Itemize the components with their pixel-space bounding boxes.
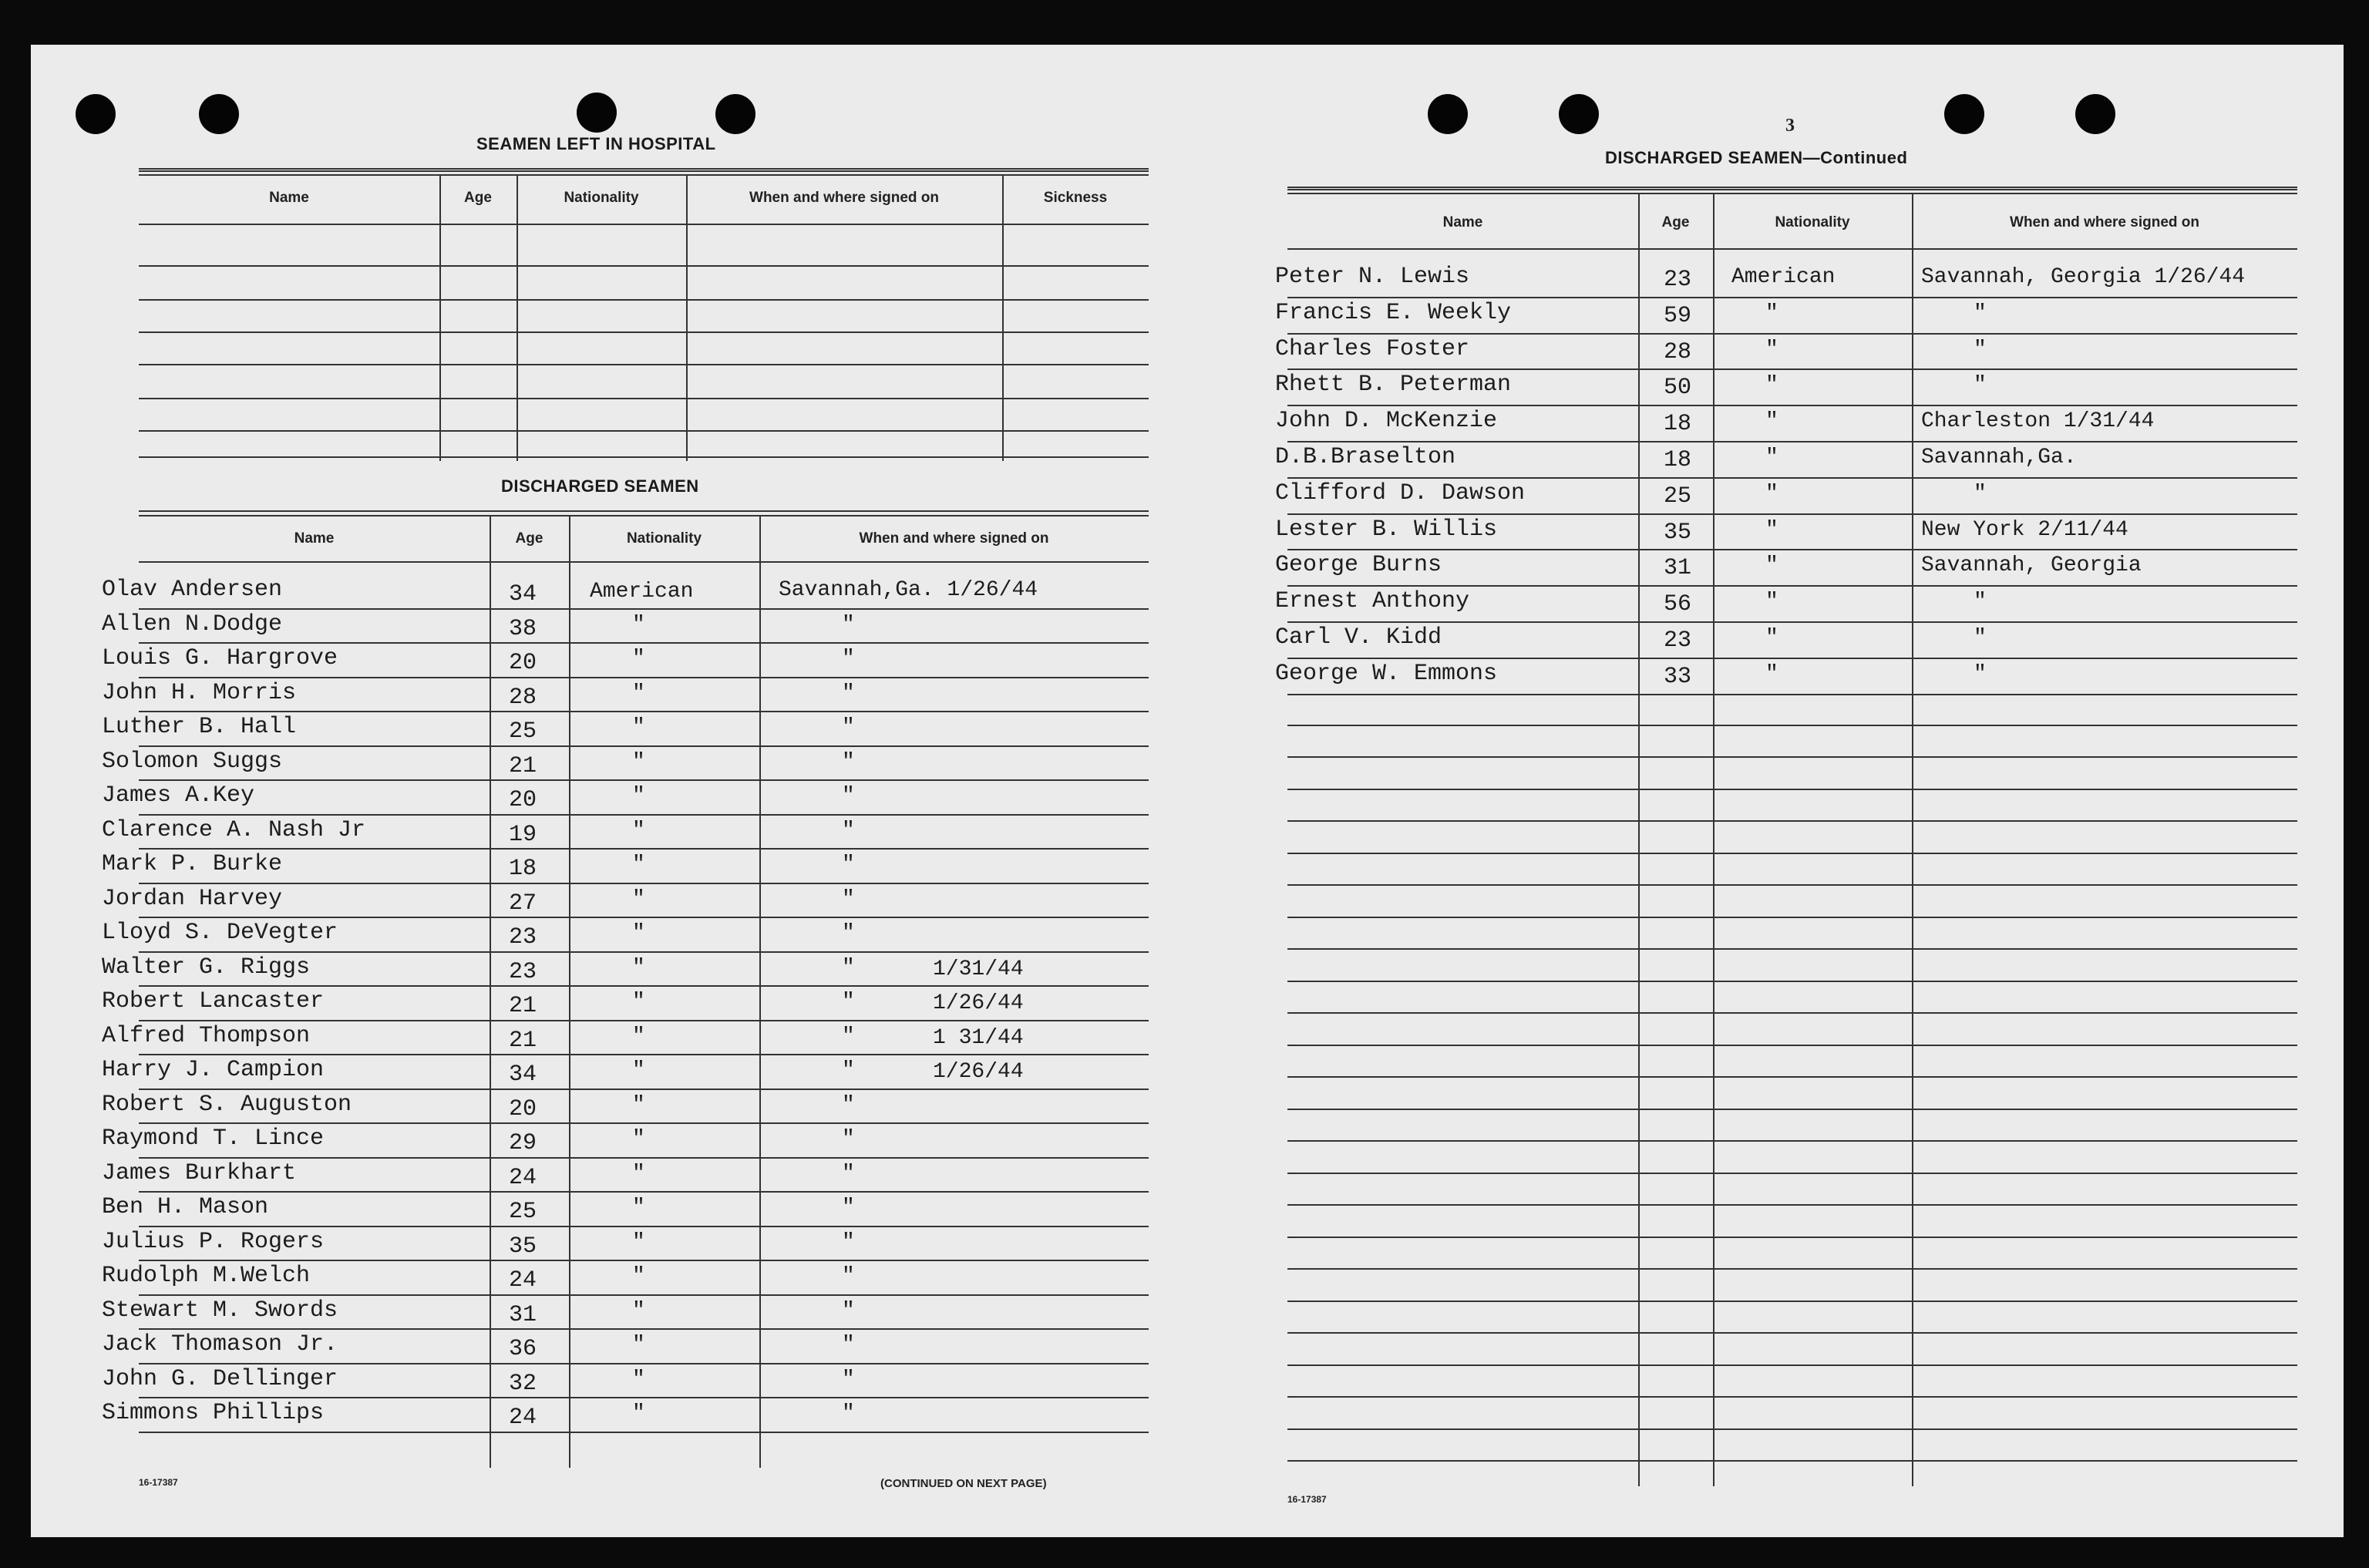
row-rule bbox=[1287, 1460, 2297, 1462]
column-divider bbox=[517, 176, 518, 461]
signed-on: Charleston 1/31/44 bbox=[1921, 409, 2155, 434]
row-rule bbox=[1287, 1045, 2297, 1046]
row-rule bbox=[1287, 820, 2297, 822]
nationality-ditto: " bbox=[1765, 337, 1778, 362]
signed-ditto: " bbox=[842, 1092, 855, 1117]
column-divider bbox=[490, 516, 491, 1468]
seaman-age: 28 bbox=[509, 684, 537, 711]
page-number: 3 bbox=[1785, 116, 1795, 136]
nationality-ditto: " bbox=[632, 990, 645, 1014]
seaman-name: Robert Lancaster bbox=[102, 988, 325, 1014]
seaman-name: James A.Key bbox=[102, 782, 255, 809]
nationality-ditto: " bbox=[1765, 373, 1778, 398]
signed-ditto: " bbox=[1974, 481, 1987, 506]
row-rule bbox=[139, 814, 1149, 816]
row-rule bbox=[1287, 789, 2297, 790]
signed-ditto: " bbox=[842, 1298, 855, 1323]
row-rule bbox=[139, 779, 1149, 781]
signed-ditto: " bbox=[842, 955, 855, 980]
row-rule bbox=[139, 1226, 1149, 1227]
seaman-name: Rudolph M.Welch bbox=[102, 1263, 311, 1289]
row-rule bbox=[1287, 1012, 2297, 1014]
signed-ditto: " bbox=[842, 1401, 855, 1425]
seaman-name: Walter G. Riggs bbox=[102, 954, 311, 981]
column-divider bbox=[1638, 194, 1640, 1486]
seaman-name: Jack Thomason Jr. bbox=[102, 1331, 338, 1358]
nationality-ditto: " bbox=[632, 1401, 645, 1425]
signed-ditto: " bbox=[842, 921, 855, 945]
seaman-age: 35 bbox=[1664, 519, 1692, 546]
column-header: Age bbox=[464, 190, 492, 206]
signed-on: Savannah, Georgia 1/26/44 bbox=[1921, 265, 2246, 289]
seaman-age: 24 bbox=[509, 1267, 537, 1294]
row-rule bbox=[139, 711, 1149, 712]
seaman-age: 20 bbox=[509, 787, 537, 813]
column-divider bbox=[1002, 176, 1004, 461]
row-rule bbox=[139, 1328, 1149, 1330]
column-header: Name bbox=[1442, 214, 1483, 230]
row-rule bbox=[1287, 1140, 2297, 1142]
seaman-name: John H. Morris bbox=[102, 679, 297, 706]
seaman-age: 34 bbox=[509, 1062, 537, 1088]
row-rule bbox=[1287, 1204, 2297, 1206]
column-header: Nationality bbox=[564, 190, 639, 206]
nationality-ditto: " bbox=[632, 1058, 645, 1082]
signed-ditto: " bbox=[842, 681, 855, 705]
seaman-age: 20 bbox=[509, 650, 537, 676]
seaman-nationality: American bbox=[590, 580, 694, 604]
nationality-ditto: " bbox=[1765, 661, 1778, 686]
seaman-name: Robert S. Auguston bbox=[102, 1091, 352, 1118]
seaman-age: 31 bbox=[509, 1301, 537, 1328]
seaman-age: 23 bbox=[1664, 628, 1692, 654]
seaman-age: 32 bbox=[509, 1370, 537, 1397]
seaman-age: 25 bbox=[509, 718, 537, 745]
nationality-ditto: " bbox=[632, 1161, 645, 1186]
seaman-name: Alfred Thompson bbox=[102, 1022, 311, 1049]
right-page bbox=[1257, 45, 2305, 1537]
seaman-name: Raymond T. Lince bbox=[102, 1126, 325, 1152]
signed-ditto: " bbox=[842, 749, 855, 774]
seaman-name: Solomon Suggs bbox=[102, 748, 283, 775]
row-rule bbox=[139, 430, 1149, 432]
row-rule bbox=[139, 398, 1149, 399]
seaman-name: Clarence A. Nash Jr bbox=[102, 816, 366, 843]
column-divider bbox=[439, 176, 441, 461]
seaman-name: Louis G. Hargrove bbox=[102, 645, 338, 671]
row-rule bbox=[1287, 585, 2297, 587]
seaman-age: 59 bbox=[1664, 302, 1692, 329]
signed-ditto: " bbox=[842, 612, 855, 637]
column-header: When and where signed on bbox=[2010, 214, 2199, 230]
row-rule bbox=[1287, 297, 2297, 298]
row-rule bbox=[139, 299, 1149, 301]
signed-date: 1/26/44 bbox=[933, 1060, 1024, 1084]
seaman-name: D.B.Braselton bbox=[1275, 444, 1456, 470]
signed-ditto: " bbox=[842, 1127, 855, 1151]
signed-ditto: " bbox=[1974, 626, 1987, 650]
row-rule bbox=[1287, 549, 2297, 550]
nationality-ditto: " bbox=[632, 818, 645, 843]
nationality-ditto: " bbox=[632, 715, 645, 739]
seaman-name: Luther B. Hall bbox=[102, 714, 297, 740]
nationality-ditto: " bbox=[632, 612, 645, 637]
column-header: Nationality bbox=[626, 530, 702, 547]
nationality-ditto: " bbox=[632, 784, 645, 808]
seaman-name: Charles Foster bbox=[1275, 335, 1470, 362]
header-rule bbox=[139, 561, 1149, 563]
seaman-age: 24 bbox=[509, 1405, 537, 1431]
signed-ditto: " bbox=[842, 647, 855, 671]
row-rule bbox=[1287, 1109, 2297, 1110]
seaman-age: 24 bbox=[509, 1164, 537, 1191]
row-rule bbox=[1287, 1268, 2297, 1270]
signed-ditto: " bbox=[842, 1333, 855, 1357]
signed-ditto: " bbox=[842, 853, 855, 877]
row-rule bbox=[139, 677, 1149, 678]
signed-date: 1/31/44 bbox=[933, 957, 1024, 981]
row-rule bbox=[139, 608, 1149, 610]
seaman-name: James Burkhart bbox=[102, 1159, 297, 1186]
nationality-ditto: " bbox=[1765, 554, 1778, 578]
seaman-name: Harry J. Campion bbox=[102, 1057, 325, 1083]
column-header: Nationality bbox=[1775, 214, 1850, 230]
row-rule bbox=[1287, 1237, 2297, 1238]
row-rule bbox=[139, 642, 1149, 644]
nationality-ditto: " bbox=[632, 647, 645, 671]
row-rule bbox=[1287, 884, 2297, 886]
seaman-name: Rhett B. Peterman bbox=[1275, 372, 1512, 399]
seaman-name: George W. Emmons bbox=[1275, 660, 1498, 687]
seaman-name: Peter N. Lewis bbox=[1275, 264, 1470, 290]
signed-ditto: " bbox=[842, 990, 855, 1014]
seaman-name: Stewart M. Swords bbox=[102, 1297, 338, 1324]
seaman-age: 21 bbox=[509, 993, 537, 1019]
seaman-nationality: American bbox=[1731, 265, 1836, 289]
row-rule bbox=[139, 1157, 1149, 1159]
seaman-name: Julius P. Rogers bbox=[102, 1228, 325, 1255]
signed-ditto: " bbox=[842, 1264, 855, 1288]
nationality-ditto: " bbox=[632, 1127, 645, 1151]
signed-ditto: " bbox=[842, 887, 855, 911]
seaman-age: 34 bbox=[509, 581, 537, 607]
row-rule bbox=[1287, 513, 2297, 515]
row-rule bbox=[139, 364, 1149, 365]
signed-ditto: " bbox=[842, 1058, 855, 1082]
continued-note: (CONTINUED ON NEXT PAGE) bbox=[880, 1477, 1047, 1490]
left-page bbox=[102, 45, 1149, 1537]
seaman-name: Clifford D. Dawson bbox=[1275, 479, 1526, 506]
nationality-ditto: " bbox=[632, 1092, 645, 1117]
seaman-age: 31 bbox=[1664, 555, 1692, 582]
seaman-name: Olav Andersen bbox=[102, 577, 283, 603]
row-rule bbox=[139, 951, 1149, 953]
seaman-age: 27 bbox=[509, 890, 537, 917]
nationality-ditto: " bbox=[1765, 446, 1778, 469]
seaman-age: 20 bbox=[509, 1095, 537, 1122]
seaman-age: 56 bbox=[1664, 591, 1692, 618]
seaman-age: 36 bbox=[509, 1336, 537, 1362]
continued-section-title: DISCHARGED SEAMEN—Continued bbox=[1605, 148, 1908, 167]
seaman-name: Simmons Phillips bbox=[102, 1400, 325, 1426]
form-number: 16-17387 bbox=[139, 1477, 178, 1488]
row-rule bbox=[139, 1191, 1149, 1193]
seaman-age: 29 bbox=[509, 1130, 537, 1156]
row-rule bbox=[139, 265, 1149, 267]
seaman-name: Ernest Anthony bbox=[1275, 588, 1470, 615]
row-rule bbox=[1287, 333, 2297, 335]
seaman-age: 21 bbox=[509, 752, 537, 779]
seaman-age: 28 bbox=[1664, 338, 1692, 365]
column-divider bbox=[759, 516, 761, 1468]
row-rule bbox=[139, 1122, 1149, 1124]
nationality-ditto: " bbox=[632, 681, 645, 705]
row-rule bbox=[139, 331, 1149, 333]
signed-on: Savannah,Ga. 1/26/44 bbox=[779, 578, 1038, 602]
signed-on: Savannah,Ga. bbox=[1921, 446, 2077, 469]
nationality-ditto: " bbox=[1765, 301, 1778, 325]
header-rule bbox=[1287, 248, 2297, 250]
row-rule bbox=[139, 1020, 1149, 1021]
column-header: Name bbox=[294, 530, 335, 547]
seaman-age: 50 bbox=[1664, 375, 1692, 402]
row-rule bbox=[1287, 1396, 2297, 1398]
seaman-age: 18 bbox=[509, 856, 537, 882]
form-number: 16-17387 bbox=[1287, 1494, 1327, 1505]
seaman-age: 18 bbox=[1664, 447, 1692, 473]
signed-ditto: " bbox=[842, 1230, 855, 1254]
hospital-section-title: SEAMEN LEFT IN HOSPITAL bbox=[476, 134, 716, 153]
signed-ditto: " bbox=[842, 1367, 855, 1391]
nationality-ditto: " bbox=[632, 1264, 645, 1288]
seaman-age: 25 bbox=[509, 1199, 537, 1225]
column-divider bbox=[1713, 194, 1714, 1486]
row-rule bbox=[139, 1363, 1149, 1364]
signed-date: 1/26/44 bbox=[933, 991, 1024, 1015]
row-rule bbox=[139, 1089, 1149, 1090]
nationality-ditto: " bbox=[632, 1367, 645, 1391]
signed-ditto: " bbox=[1974, 661, 1987, 686]
row-rule bbox=[1287, 725, 2297, 726]
column-header: When and where signed on bbox=[749, 190, 939, 206]
nationality-ditto: " bbox=[632, 887, 645, 911]
nationality-ditto: " bbox=[632, 921, 645, 945]
row-rule bbox=[1287, 694, 2297, 695]
row-rule bbox=[1287, 658, 2297, 659]
seaman-name: Lloyd S. DeVegter bbox=[102, 920, 338, 946]
seaman-age: 23 bbox=[1664, 267, 1692, 293]
column-header: Sickness bbox=[1043, 190, 1108, 206]
seaman-name: Mark P. Burke bbox=[102, 851, 283, 877]
row-rule bbox=[1287, 1428, 2297, 1430]
column-header: Name bbox=[269, 190, 309, 206]
column-header: Age bbox=[1661, 214, 1690, 230]
row-rule bbox=[1287, 405, 2297, 406]
nationality-ditto: " bbox=[1765, 517, 1778, 542]
row-rule bbox=[1287, 1332, 2297, 1334]
seaman-name: John G. Dellinger bbox=[102, 1365, 338, 1392]
signed-ditto: " bbox=[1974, 590, 1987, 614]
seaman-age: 23 bbox=[509, 958, 537, 985]
signed-ditto: " bbox=[842, 1024, 855, 1048]
row-rule bbox=[1287, 1364, 2297, 1366]
column-header: When and where signed on bbox=[859, 530, 1049, 547]
nationality-ditto: " bbox=[1765, 481, 1778, 506]
seaman-name: Francis E. Weekly bbox=[1275, 299, 1512, 326]
row-rule bbox=[139, 917, 1149, 918]
signed-ditto: " bbox=[842, 1161, 855, 1186]
signed-on: New York 2/11/44 bbox=[1921, 517, 2128, 542]
row-rule bbox=[1287, 441, 2297, 442]
row-rule bbox=[139, 745, 1149, 747]
seaman-name: George Burns bbox=[1275, 552, 1442, 579]
seaman-age: 25 bbox=[1664, 483, 1692, 510]
nationality-ditto: " bbox=[632, 1333, 645, 1357]
signed-ditto: " bbox=[842, 818, 855, 843]
row-rule bbox=[139, 1054, 1149, 1055]
seaman-age: 23 bbox=[509, 924, 537, 951]
signed-on: Savannah, Georgia bbox=[1921, 554, 2142, 578]
column-header: Age bbox=[515, 530, 543, 547]
seaman-age: 33 bbox=[1664, 663, 1692, 690]
row-rule bbox=[1287, 477, 2297, 479]
row-rule bbox=[139, 883, 1149, 884]
seaman-name: John D. McKenzie bbox=[1275, 408, 1498, 435]
row-rule bbox=[139, 1294, 1149, 1296]
seaman-name: Lester B. Willis bbox=[1275, 516, 1498, 543]
row-rule bbox=[1287, 621, 2297, 623]
row-rule bbox=[1287, 1173, 2297, 1174]
seaman-name: Allen N.Dodge bbox=[102, 611, 283, 638]
signed-ditto: " bbox=[1974, 337, 1987, 362]
row-rule bbox=[139, 848, 1149, 850]
seaman-name: Carl V. Kidd bbox=[1275, 624, 1442, 651]
row-rule bbox=[139, 224, 1149, 225]
column-divider bbox=[686, 176, 688, 461]
signed-ditto: " bbox=[1974, 301, 1987, 325]
seaman-age: 18 bbox=[1664, 411, 1692, 438]
row-rule bbox=[1287, 368, 2297, 370]
nationality-ditto: " bbox=[632, 749, 645, 774]
signed-ditto: " bbox=[842, 715, 855, 739]
row-rule bbox=[1287, 1076, 2297, 1078]
column-divider bbox=[1912, 194, 1913, 1486]
signed-ditto: " bbox=[842, 1196, 855, 1220]
signed-ditto: " bbox=[842, 784, 855, 808]
nationality-ditto: " bbox=[1765, 590, 1778, 614]
nationality-ditto: " bbox=[632, 1298, 645, 1323]
row-rule bbox=[139, 985, 1149, 987]
column-divider bbox=[569, 516, 570, 1468]
nationality-ditto: " bbox=[632, 853, 645, 877]
signed-date: 1 31/44 bbox=[933, 1025, 1024, 1050]
nationality-ditto: " bbox=[632, 1230, 645, 1254]
discharged-section-title: DISCHARGED SEAMEN bbox=[501, 476, 699, 496]
row-rule bbox=[1287, 1300, 2297, 1302]
seaman-name: Jordan Harvey bbox=[102, 885, 283, 912]
row-rule bbox=[1287, 981, 2297, 982]
nationality-ditto: " bbox=[632, 955, 645, 980]
ledger-sheet bbox=[31, 45, 2344, 1537]
nationality-ditto: " bbox=[632, 1024, 645, 1048]
row-rule bbox=[139, 456, 1149, 458]
seaman-age: 19 bbox=[509, 821, 537, 848]
row-rule bbox=[1287, 948, 2297, 950]
signed-ditto: " bbox=[1974, 373, 1987, 398]
seaman-age: 35 bbox=[509, 1233, 537, 1260]
row-rule bbox=[139, 1397, 1149, 1398]
row-rule bbox=[1287, 853, 2297, 854]
seaman-name: Ben H. Mason bbox=[102, 1194, 269, 1220]
nationality-ditto: " bbox=[1765, 626, 1778, 650]
seaman-age: 21 bbox=[509, 1027, 537, 1054]
nationality-ditto: " bbox=[632, 1196, 645, 1220]
nationality-ditto: " bbox=[1765, 409, 1778, 434]
seaman-age: 38 bbox=[509, 615, 537, 642]
row-rule bbox=[139, 1432, 1149, 1433]
row-rule bbox=[1287, 917, 2297, 918]
row-rule bbox=[139, 1260, 1149, 1261]
row-rule bbox=[1287, 756, 2297, 758]
